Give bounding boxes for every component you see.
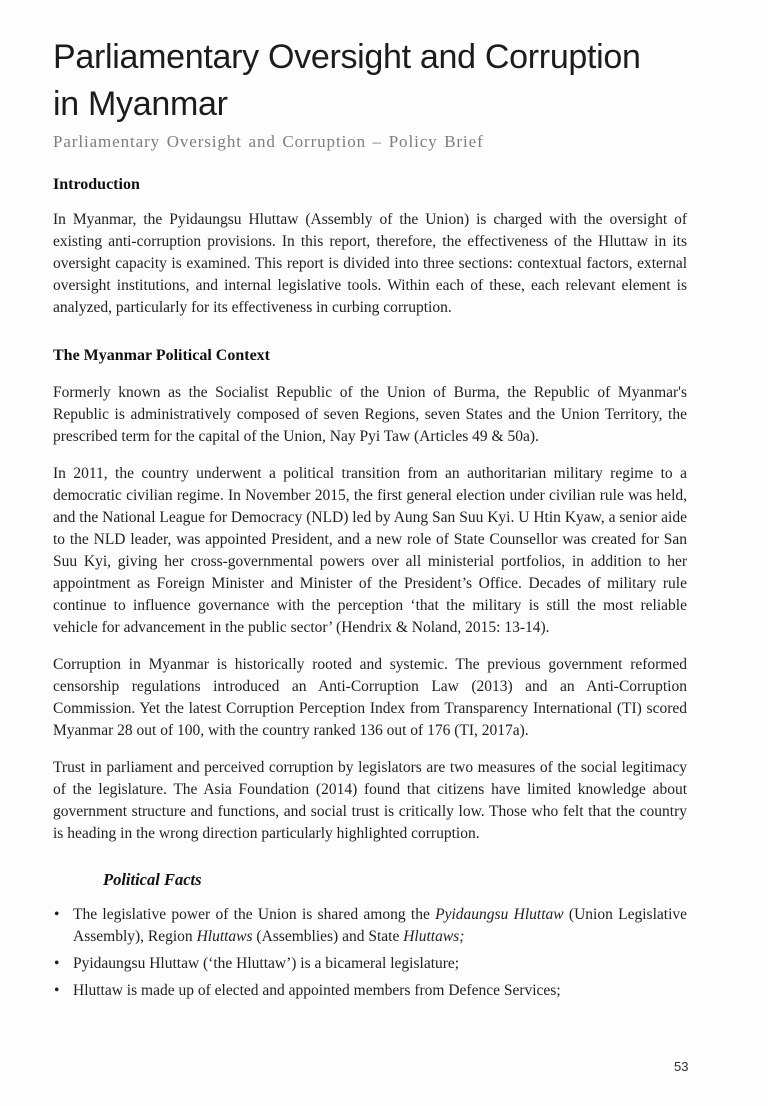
page-number: 53 [674,1059,689,1074]
section-heading-political-context: The Myanmar Political Context [53,347,271,364]
list-item: • Hluttaw is made up of elected and appointed members from Defence Services; [53,980,687,1002]
page-title: Parliamentary Oversight and Corruption in Myanmar [53,38,641,123]
political-facts-list [53,904,687,1002]
paragraph-introduction: In Myanmar, the Pyidaungsu Hluttaw (Assembly of the Union) is charged with the oversight of existing anti-corruption provisions. In this report, therefore, the effectiveness of the Hluttaw in its oversight capacity is examined. This report is divided into three sections: contextual factors, external oversight institutions, and internal legislative tools. Within each of these, each relevant element is analyzed, particularly for its effectiveness in curbing corruption. [53,211,687,316]
list-item: • The legislative power of the Union is shared among the Pyidaungsu Hluttaw (Union Legislative Assembly), Region Hluttaws (Assemblies) and State Hluttaws; [53,904,687,948]
section-heading-introduction: Introduction [53,176,140,193]
list-item: • Pyidaungsu Hluttaw (‘the Hluttaw’) is a bicameral legislature; [53,953,687,975]
paragraph-context-1: Formerly known as the Socialist Republic of the Union of Burma, the Republic of Myanmar's Republic is administratively composed of seven Regions, seven States and the Union Territory, the prescribed term for the capital of the Union, Nay Pyi Taw (Articles 49 & 50a). [53,384,687,445]
page-subtitle: Parliamentary Oversight and Corruption – Policy Brief [53,132,484,151]
paragraph-context-3: Corruption in Myanmar is historically rooted and systemic. The previous government reformed censorship regulations introduced an Anti-Corruption Law (2013) and an Anti-Corruption Commission. Yet the latest Corruption Perception Index from Transparency International (TI) scored Myanmar 28 out of 100, with the country ranked 136 out of 176 (TI, 2017a). [53,656,687,739]
paragraph-context-2: In 2011, the country underwent a political transition from an authoritarian military regime to a democratic civilian regime. In November 2015, the first general election under civilian rule was held, and the National League for Democracy (NLD) led by Aung San Suu Kyi. U Htin Kyaw, a senior aide to the NLD leader, was appointed President, and a new role of State Counsellor was created for San Suu Kyi, giving her cross-governmental powers over all ministerial portfolios, in addition to her appointment as Foreign Minister and Minister of the President’s Office. Decades of military rule continue to influence governance with the perception ‘that the military is still the most reliable vehicle for advancement in the public sector’ (Hendrix & Noland, 2015: 13-14). [53,465,687,636]
paragraph-context-4: Trust in parliament and perceived corruption by legislators are two measures of the social legitimacy of the legislature. The Asia Foundation (2014) found that citizens have limited knowledge about government structure and functions, and social trust is critically low. Those who felt that the country is heading in the wrong direction particularly highlighted corruption. [53,759,687,842]
subheading-political-facts: Political Facts [103,870,202,889]
